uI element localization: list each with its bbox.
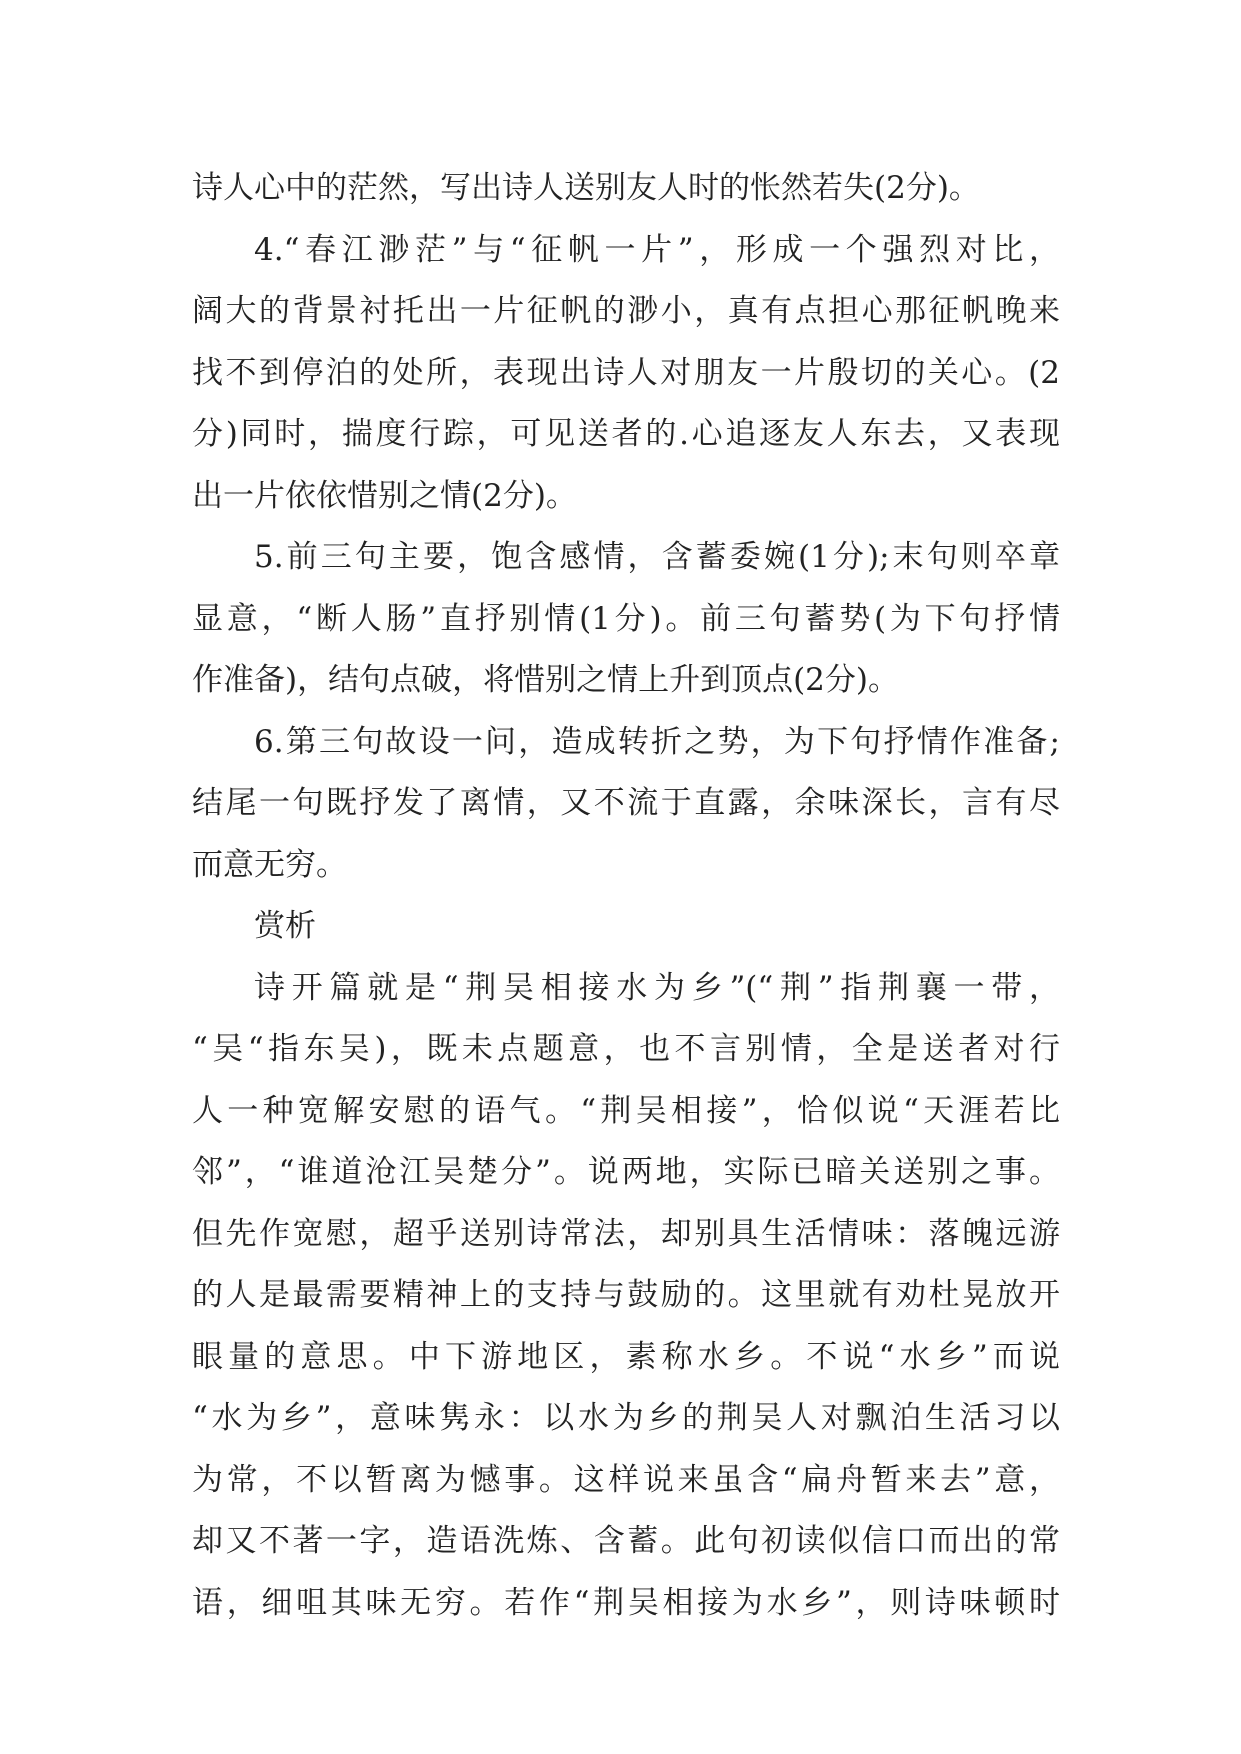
text-line: 人一种宽解安慰的语气。“荆吴相接”，恰似说“天涯若比 — [192, 1092, 1060, 1129]
text-line: 结尾一句既抒发了离情，又不流于直露，余味深长，言有尽 — [192, 785, 1060, 821]
text-line: 作准备)，结句点破，将惜别之情上升到顶点(2分)。 — [192, 662, 900, 698]
section-heading: 赏析 — [254, 908, 316, 944]
text-line: 4.“春江渺茫”与“征帆一片”，形成一个强烈对比， — [254, 231, 1060, 268]
text-line: “水为乡”，意味隽永：以水为乡的荆吴人对飘泊生活习以 — [192, 1400, 1060, 1436]
text-line: 分)同时，揣度行踪，可见送者的.心追逐友人东去，又表现 — [192, 416, 1060, 452]
text-line: 阔大的背景衬托出一片征帆的渺小，真有点担心那征帆晚来 — [192, 293, 1060, 329]
document-page — [192, 158, 1060, 1634]
text-line: 找不到停泊的处所，表现出诗人对朋友一片殷切的关心。(2 — [192, 354, 1060, 391]
text-line: 显意，“断人肠”直抒别情(1分)。前三句蓄势(为下句抒情 — [192, 600, 1060, 637]
text-line: 语，细咀其味无穷。若作“荆吴相接为水乡”，则诗味顿时 — [192, 1584, 1060, 1621]
text-line: 为常，不以暂离为憾事。这样说来虽含“扁舟暂来去”意， — [192, 1461, 1060, 1498]
text-line: 邻”，“谁道沧江吴楚分”。说两地，实际已暗关送别之事。 — [192, 1154, 1060, 1190]
text-line: 的人是最需要精神上的支持与鼓励的。这里就有劝杜晃放开 — [192, 1277, 1060, 1313]
text-line: “吴“指东吴)，既未点题意，也不言别情，全是送者对行 — [192, 1031, 1060, 1067]
text-line: 诗开篇就是“荆吴相接水为乡”(“荆”指荆襄一带， — [254, 969, 1060, 1006]
text-line: 却又不著一字，造语洗炼、含蓄。此句初读似信口而出的常 — [192, 1523, 1060, 1559]
text-line: 眼量的意思。中下游地区，素称水乡。不说“水乡”而说 — [192, 1338, 1060, 1375]
text-line: 6.第三句故设一问，造成转折之势，为下句抒情作准备; — [254, 723, 1060, 760]
text-line: 但先作宽慰，超乎送别诗常法，却别具生活情味：落魄远游 — [192, 1215, 1060, 1252]
text-line: 出一片依依惜别之情(2分)。 — [192, 477, 577, 514]
text-line: 诗人心中的茫然，写出诗人送别友人时的怅然若失(2分)。 — [192, 170, 980, 206]
text-line: 5.前三句主要，饱含感情，含蓄委婉(1分);末句则卒章 — [254, 539, 1060, 575]
text-line: 而意无穷。 — [192, 846, 347, 883]
